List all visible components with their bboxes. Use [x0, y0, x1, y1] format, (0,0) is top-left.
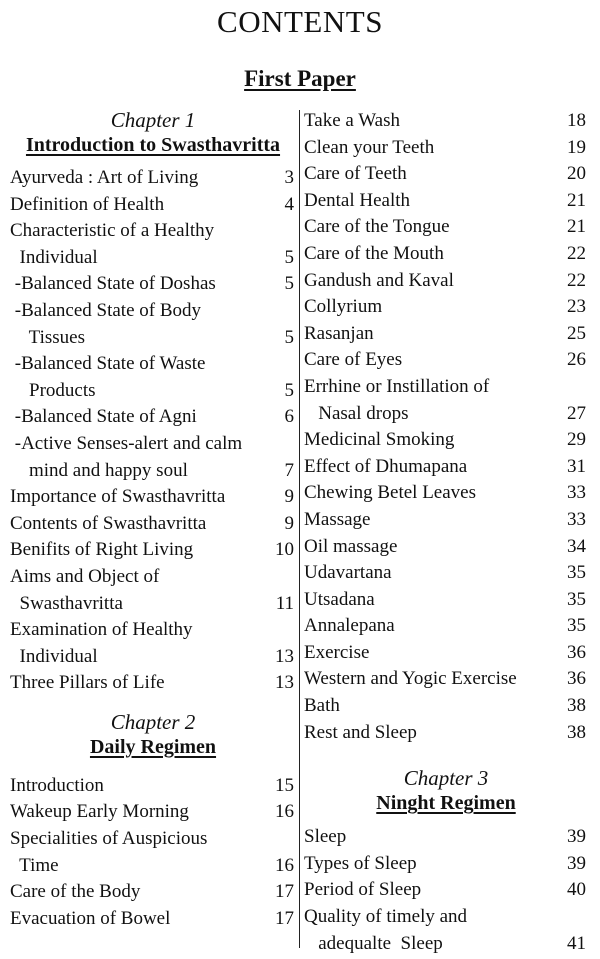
toc-entry [304, 877, 588, 904]
toc-entry-page: 13 [275, 645, 294, 667]
toc-entry [304, 427, 588, 454]
toc-entry [10, 218, 296, 245]
toc-entry-page: 9 [284, 486, 294, 508]
toc-entry-page: 9 [284, 512, 294, 534]
toc-entry-title: Individual [10, 645, 98, 667]
toc-entry-title: Introduction [10, 774, 104, 796]
toc-entry-title: Collyrium [304, 296, 383, 318]
toc-entry-page: 13 [275, 672, 294, 694]
toc-entry-title: Nasal drops [304, 402, 409, 424]
toc-entry-title: Udavartana [304, 562, 392, 584]
toc-entry [10, 245, 296, 272]
toc-entry-page: 36 [567, 668, 586, 690]
toc-entry-title: Effect of Dhumapana [304, 455, 468, 477]
toc-entry-page: 5 [284, 379, 294, 401]
toc-entry-page: 29 [567, 429, 586, 451]
toc-entry [304, 108, 588, 135]
toc-entry [304, 560, 588, 587]
toc-entry-title: Contents of Swasthavritta [10, 512, 207, 534]
toc-entry [10, 192, 296, 219]
toc-entry [304, 613, 588, 640]
toc-entry [304, 294, 588, 321]
toc-entry [304, 640, 588, 667]
toc-entry [10, 431, 296, 458]
chapter-1-entries [10, 165, 296, 697]
toc-entry-page: 40 [567, 879, 586, 901]
toc-entry-page: 3 [284, 167, 294, 188]
toc-entry-title: Benifits of Right Living [10, 539, 194, 561]
toc-entry-page: 4 [284, 193, 294, 215]
page-title: CONTENTS [217, 4, 383, 39]
chapter-3-heading [304, 766, 588, 816]
chapter-1-heading [10, 108, 296, 158]
toc-entry-page: 17 [275, 881, 294, 903]
toc-entry [304, 534, 588, 561]
toc-entry-title: -Balanced State of Doshas [10, 273, 216, 295]
toc-entry [10, 826, 296, 853]
toc-entry [10, 378, 296, 405]
chapter-label: Chapter 3 [403, 766, 489, 791]
toc-entry-title: Ayurveda : Art of Living [10, 167, 199, 188]
toc-entry-title: Definition of Health [10, 193, 165, 215]
toc-entry-page: 5 [284, 246, 294, 268]
toc-entry [10, 617, 296, 644]
toc-entry [304, 851, 588, 878]
toc-entry [304, 241, 588, 268]
toc-entry-title: Errhine or Instillation of [304, 375, 490, 397]
chapter-label: Chapter 1 [110, 108, 196, 132]
chapter-title: Ninght Regimen [376, 792, 516, 815]
toc-entry-page: 33 [567, 508, 586, 530]
toc-entry-title: Specialities of Auspicious [10, 828, 208, 850]
column-divider [299, 110, 300, 948]
left-column [10, 108, 296, 932]
toc-entry [10, 511, 296, 538]
toc-entry-title: Evacuation of Bowel [10, 907, 171, 929]
toc-entry-title: Massage [304, 508, 371, 530]
toc-entry-title: Types of Sleep [304, 852, 417, 874]
toc-entry-page: 35 [567, 588, 586, 610]
toc-entry-page: 5 [284, 326, 294, 348]
toc-entry-title: -Balanced State of Waste [10, 353, 206, 375]
toc-entry [304, 347, 588, 374]
toc-entry [10, 853, 296, 880]
toc-entry [304, 824, 588, 851]
toc-entry-title: Care of Eyes [304, 349, 403, 371]
toc-entry-page: 22 [567, 269, 586, 291]
toc-entry [10, 271, 296, 298]
toc-entry-page: 17 [275, 907, 294, 929]
toc-entry [304, 374, 588, 401]
toc-entry-page: 18 [567, 110, 586, 131]
toc-entry-title: Utsadana [304, 588, 375, 610]
toc-entry [304, 931, 588, 958]
toc-entry-title: Wakeup Early Morning [10, 801, 189, 823]
chapter-2-heading [10, 710, 296, 760]
toc-entry-title: Oil massage [304, 535, 398, 557]
toc-entry-page: 16 [275, 801, 294, 823]
toc-entry-page: 20 [567, 163, 586, 185]
toc-entry-title: Products [10, 379, 96, 401]
toc-entry-title: Importance of Swasthavritta [10, 486, 226, 508]
toc-entry-page: 33 [567, 482, 586, 504]
toc-entry-page: 25 [567, 322, 586, 344]
toc-entry [10, 165, 296, 192]
toc-entry-title: Rest and Sleep [304, 721, 417, 743]
toc-entry [10, 458, 296, 485]
toc-entry-title: Swasthavritta [10, 592, 123, 614]
toc-entry-page: 39 [567, 852, 586, 874]
toc-entry-title: Dental Health [304, 189, 411, 211]
toc-entry-page: 22 [567, 242, 586, 264]
toc-entry-page: 35 [567, 562, 586, 584]
toc-entry-title: Clean your Teeth [304, 136, 435, 158]
toc-entry [304, 587, 588, 614]
toc-entry [10, 298, 296, 325]
toc-entry-page: 21 [567, 216, 586, 238]
chapter-title: Introduction to Swasthavritta [25, 134, 281, 156]
toc-entry [10, 564, 296, 591]
chapter-label: Chapter 2 [110, 709, 196, 734]
toc-entry-page: 23 [567, 296, 586, 318]
toc-entry-page: 26 [567, 349, 586, 371]
toc-entry-title: Medicinal Smoking [304, 429, 455, 451]
toc-entry-title: Characteristic of a Healthy [10, 220, 215, 242]
toc-entry [304, 135, 588, 162]
toc-entry-title: Sleep [304, 826, 347, 848]
toc-entry-title: -Balanced State of Agni [10, 406, 197, 428]
toc-entry-page: 27 [567, 402, 586, 424]
chapter-2-entries-left [10, 773, 296, 933]
toc-entry-title: Care of the Tongue [304, 216, 450, 238]
toc-entry [10, 906, 296, 933]
toc-entry [10, 591, 296, 618]
toc-entry-title: Period of Sleep [304, 879, 422, 901]
toc-entry-title: Care of Teeth [304, 163, 407, 185]
toc-entry-title: Take a Wash [304, 110, 400, 131]
toc-entry [10, 799, 296, 826]
toc-entry [304, 720, 588, 747]
toc-entry-page: 15 [275, 774, 294, 796]
toc-entry-title: mind and happy soul [10, 459, 188, 481]
toc-entry [304, 507, 588, 534]
toc-entry-page: 7 [284, 459, 294, 481]
toc-entry [10, 773, 296, 800]
toc-entry-page: 16 [275, 854, 294, 876]
chapter-title: Daily Regimen [89, 735, 217, 758]
toc-entry [304, 454, 588, 481]
toc-entry-page: 10 [275, 539, 294, 561]
toc-entry-title: Time [10, 854, 59, 876]
right-column [304, 108, 588, 957]
toc-entry-page: 5 [284, 273, 294, 295]
toc-entry-title: Individual [10, 246, 98, 268]
toc-entry-title: Bath [304, 695, 340, 717]
toc-entry-title: Three Pillars of Life [10, 672, 165, 694]
toc-entry [304, 161, 588, 188]
paper-heading: First Paper [244, 66, 356, 91]
toc-entry-title: Rasanjan [304, 322, 374, 344]
toc-entry-title: Aims and Object of [10, 565, 160, 587]
toc-entry [10, 644, 296, 671]
toc-entry-title: Western and Yogic Exercise [304, 668, 517, 690]
toc-entry [304, 321, 588, 348]
toc-entry [304, 214, 588, 241]
toc-entry-title: Quality of timely and [304, 906, 468, 928]
toc-entry [304, 401, 588, 428]
toc-entry-page: 35 [567, 615, 586, 637]
toc-entry [304, 904, 588, 931]
toc-entry-title: Care of the Body [10, 881, 141, 903]
toc-entry [304, 693, 588, 720]
toc-entry [304, 268, 588, 295]
toc-entry-title: Annalepana [304, 615, 395, 637]
toc-entry-page: 39 [567, 826, 586, 848]
toc-entry-page: 21 [567, 189, 586, 211]
chapter-3-entries [304, 824, 588, 957]
toc-entry [304, 188, 588, 215]
toc-entry [10, 404, 296, 431]
toc-entry [304, 480, 588, 507]
toc-entry-title: Examination of Healthy [10, 619, 193, 641]
toc-entry-title: Chewing Betel Leaves [304, 482, 477, 504]
toc-entry-title: Tissues [10, 326, 85, 348]
chapter-2-entries-right [304, 108, 588, 746]
toc-entry-title: Care of the Mouth [304, 242, 444, 264]
toc-entry-page: 11 [275, 592, 294, 614]
toc-entry [10, 351, 296, 378]
toc-entry-title: adequalte Sleep [304, 932, 443, 954]
toc-entry-page: 41 [567, 932, 586, 954]
toc-entry-title: Gandush and Kaval [304, 269, 454, 291]
toc-entry-page: 36 [567, 641, 586, 663]
toc-entry-title: -Active Senses-alert and calm [10, 432, 243, 454]
toc-entry [10, 484, 296, 511]
toc-entry-title: Exercise [304, 641, 370, 663]
toc-entry [10, 879, 296, 906]
toc-entry-page: 6 [284, 406, 294, 428]
toc-entry-title: -Balanced State of Body [10, 299, 202, 321]
toc-entry-page: 31 [567, 455, 586, 477]
toc-entry-page: 38 [567, 695, 586, 717]
toc-entry [304, 666, 588, 693]
toc-entry [10, 537, 296, 564]
toc-entry-page: 34 [567, 535, 586, 557]
toc-entry-page: 19 [567, 136, 586, 158]
toc-entry-page: 38 [567, 721, 586, 743]
toc-entry [10, 670, 296, 697]
toc-entry [10, 325, 296, 352]
